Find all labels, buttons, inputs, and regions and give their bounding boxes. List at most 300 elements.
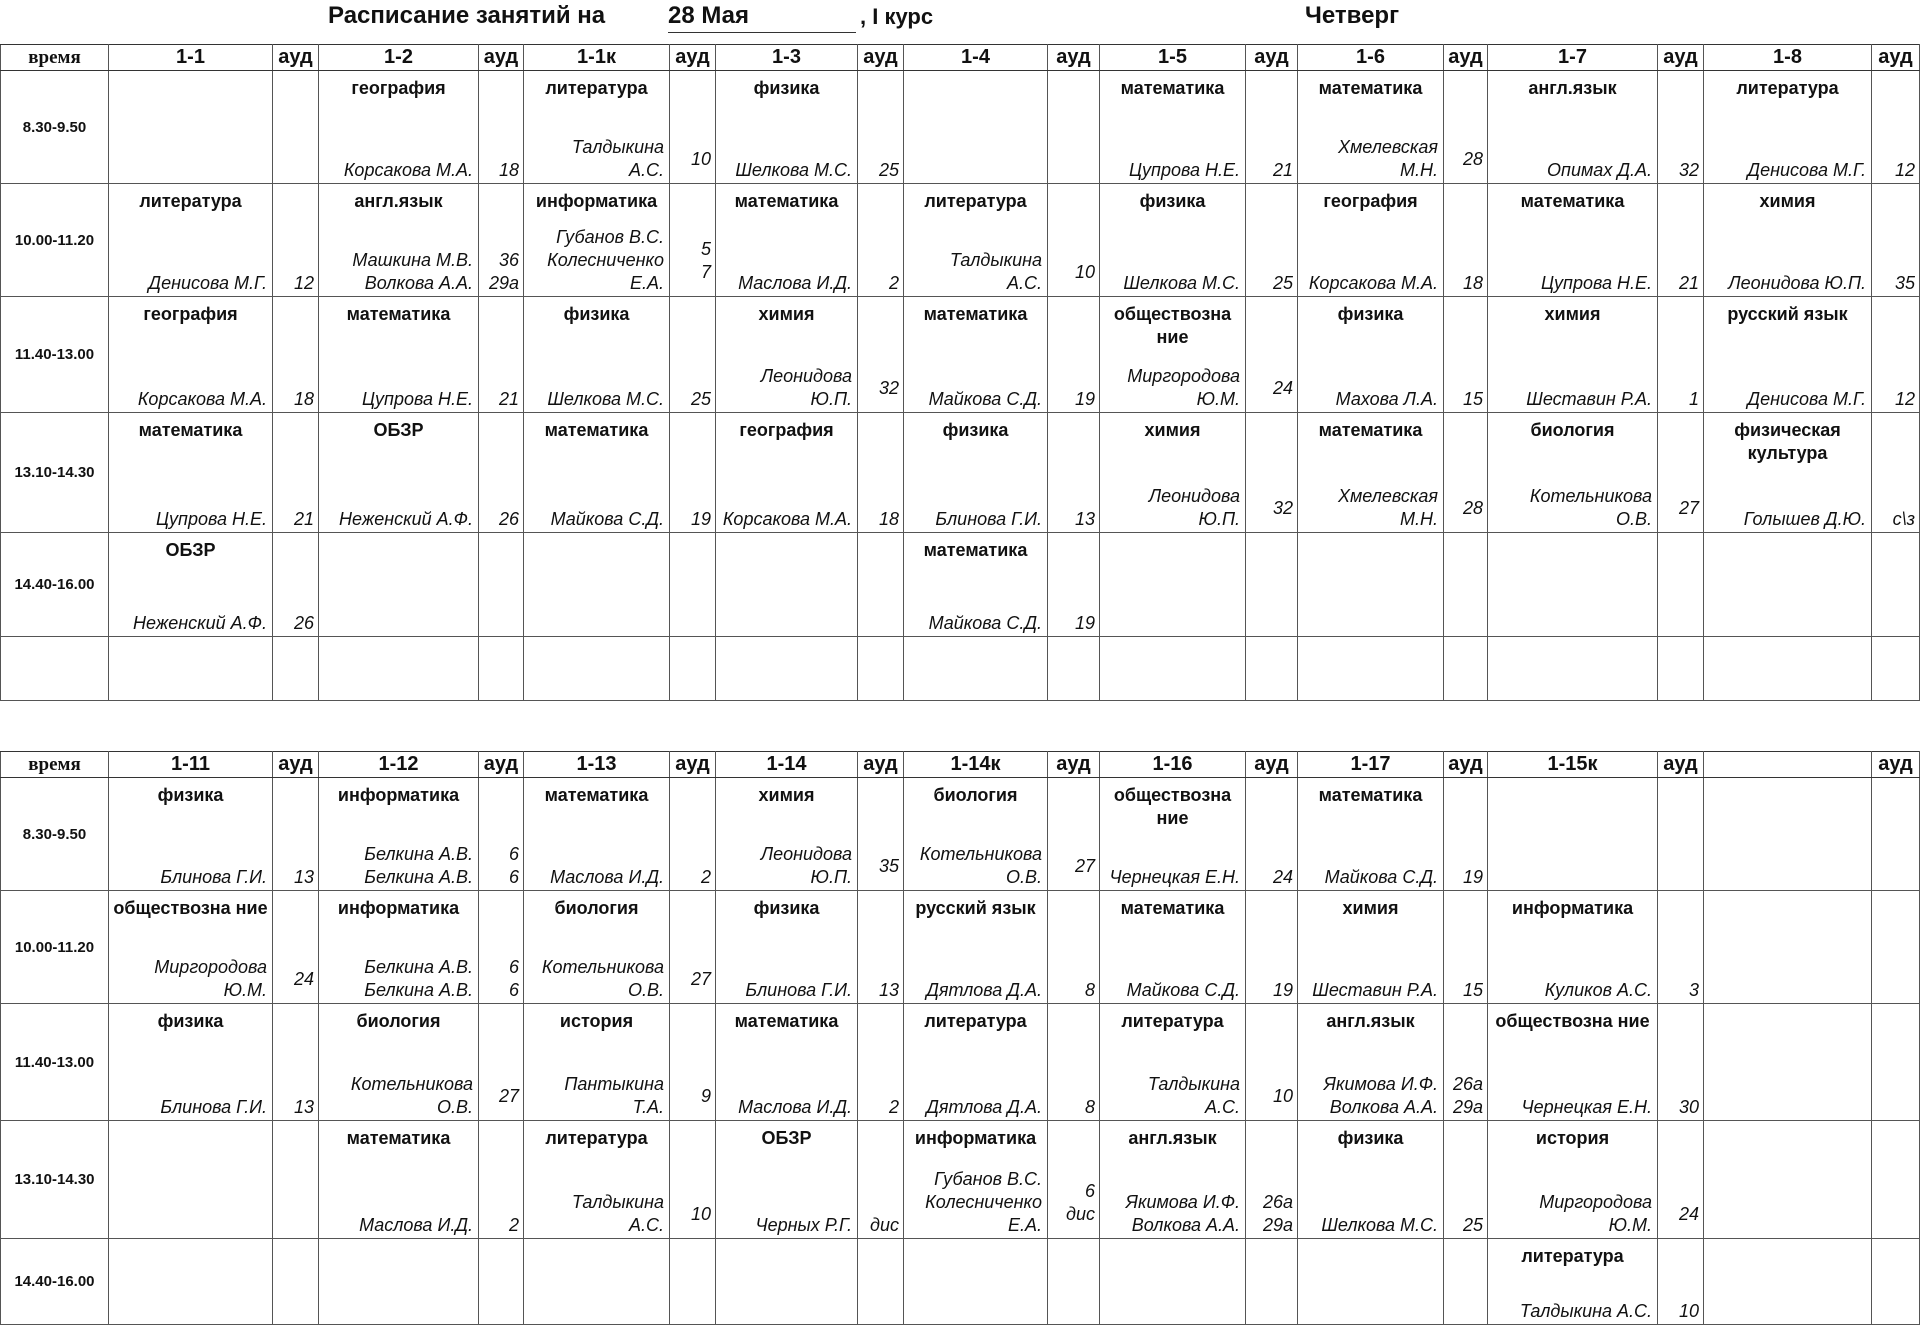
room-number: 21: [498, 389, 519, 409]
lesson-subject: математика: [923, 540, 1028, 560]
room-numbers: [859, 1096, 899, 1119]
room-cell-content: [1872, 1121, 1919, 1238]
lesson-cell-content: [524, 1004, 669, 1120]
room-cell-content: [670, 1004, 715, 1120]
weekday-label: Четверг: [1305, 2, 1400, 29]
teacher-name: Ю.М.: [1196, 389, 1240, 409]
room-cell: [670, 533, 716, 637]
room-cell: [273, 891, 319, 1004]
teacher-name: Хмелевская: [1337, 486, 1438, 506]
group-header-1-17: 1-17: [1298, 752, 1444, 778]
room-number: 24: [1678, 1204, 1699, 1224]
lesson-cell-content: [1488, 637, 1657, 700]
room-cell-content: [1246, 891, 1297, 1003]
group-header-empty: [1704, 752, 1872, 778]
lesson-cell-content: [904, 297, 1047, 412]
room-number: 12: [293, 273, 314, 293]
lesson-subject: физика: [1337, 1128, 1404, 1148]
teacher-name: Майкова С.Д.: [1324, 867, 1438, 887]
lesson-teachers: [527, 866, 664, 889]
room-numbers: [1445, 979, 1483, 1002]
schedule-row: [1, 184, 1920, 297]
lesson-cell: [716, 891, 858, 1004]
teacher-name: Леонидова: [1148, 486, 1240, 506]
room-cell: [670, 413, 716, 533]
room-cell-content: [1872, 71, 1919, 183]
lesson-cell-content: [109, 1004, 272, 1120]
lesson-subject: литература: [924, 1011, 1027, 1031]
lesson-subject: физика: [1139, 191, 1206, 211]
room-number: 15: [1462, 980, 1483, 1000]
lesson-cell: [716, 533, 858, 637]
lesson-cell: [1704, 1004, 1872, 1121]
lesson-cell-content: [1100, 778, 1245, 890]
lesson-cell: [1298, 891, 1444, 1004]
room-column-header: ауд: [1048, 752, 1100, 778]
room-number: 21: [1272, 160, 1293, 180]
teacher-name: Шеставин Р.А.: [1526, 389, 1652, 409]
room-cell: [858, 1121, 904, 1239]
lesson-teachers: [1707, 272, 1866, 295]
room-cell: [1048, 891, 1100, 1004]
room-number: 9: [700, 1086, 711, 1106]
lesson-subject: география: [351, 78, 446, 98]
lesson-subject: физика: [942, 420, 1009, 440]
lesson-teachers: [112, 508, 267, 531]
room-numbers: [1659, 1096, 1699, 1119]
time-slot: [1, 637, 109, 701]
lesson-cell: [716, 1239, 858, 1325]
lesson-subject: англ.язык: [354, 191, 443, 211]
lesson-teachers: [1103, 159, 1240, 182]
lesson-teachers: [1103, 485, 1240, 531]
room-cell-content: [1658, 1121, 1703, 1238]
teacher-name: Махова Л.А.: [1335, 389, 1438, 409]
room-cell: [858, 184, 904, 297]
lesson-cell-content: [1298, 891, 1443, 1003]
teacher-name: Дятлова Д.А.: [926, 980, 1042, 1000]
lesson-cell: [109, 891, 273, 1004]
lesson-subject: литература: [139, 191, 242, 211]
lesson-subject: информатика: [535, 191, 658, 211]
group-header-1-7: 1-7: [1488, 45, 1658, 71]
lesson-cell-content: [524, 184, 669, 296]
room-number: 25: [690, 389, 711, 409]
lesson-cell: [716, 71, 858, 184]
teacher-name: Блинова Г.И.: [160, 867, 267, 887]
lesson-cell-content: [109, 1239, 272, 1324]
lesson-cell-content: [904, 1121, 1047, 1238]
lesson-cell: [1298, 184, 1444, 297]
room-cell: [479, 533, 524, 637]
room-number: 24: [1272, 378, 1293, 398]
room-cell-content: [1048, 1121, 1099, 1238]
room-cell-content: [670, 413, 715, 532]
room-cell-content: [1872, 184, 1919, 296]
room-cell: [479, 637, 524, 701]
room-number: 25: [1272, 273, 1293, 293]
room-cell: [479, 1004, 524, 1121]
teacher-name: М.Н.: [1400, 160, 1438, 180]
room-cell-content: [1658, 71, 1703, 183]
lesson-subject: математика: [1120, 78, 1225, 98]
room-cell-content: [273, 533, 318, 636]
room-cell-content: [479, 1121, 523, 1238]
time-slot: 10.00-11.20: [1, 891, 109, 1004]
lesson-cell-content: [1298, 413, 1443, 532]
lesson-subject: литература: [545, 78, 648, 98]
room-cell-content: [273, 1004, 318, 1120]
lesson-teachers: [1491, 485, 1652, 531]
room-cell-content: [1444, 413, 1487, 532]
lesson-cell-content: [1488, 413, 1657, 532]
room-number: 21: [1678, 273, 1699, 293]
teacher-name: Миргородова: [1539, 1192, 1652, 1212]
room-numbers: [1445, 272, 1483, 295]
lesson-cell-content: [1298, 1004, 1443, 1120]
room-number: 24: [293, 969, 314, 989]
lesson-cell-content: [1488, 184, 1657, 296]
room-numbers: [274, 272, 314, 295]
teacher-name: Миргородова: [1127, 366, 1240, 386]
room-number: 19: [690, 509, 711, 529]
teacher-name: Котельникова: [350, 1074, 473, 1094]
room-number: 19: [1272, 980, 1293, 1000]
teacher-name: Котельникова: [919, 844, 1042, 864]
lesson-cell-content: [524, 297, 669, 412]
room-cell-content: [858, 891, 903, 1003]
room-cell-content: [1246, 1239, 1297, 1324]
lesson-cell-content: [1298, 1121, 1443, 1238]
lesson-cell-content: [716, 1004, 857, 1120]
lesson-subject: информатика: [914, 1128, 1037, 1148]
lesson-teachers: [1301, 866, 1438, 889]
lesson-cell: [904, 297, 1048, 413]
room-numbers: [1659, 497, 1699, 520]
room-cell: [1658, 1004, 1704, 1121]
teacher-name: Цупрова Н.Е.: [155, 509, 267, 529]
lesson-subject: математика: [1520, 191, 1625, 211]
lesson-cell-content: [1298, 184, 1443, 296]
room-number: 26: [293, 613, 314, 633]
lesson-cell: [1298, 1121, 1444, 1239]
lesson-cell-content: [1488, 533, 1657, 636]
lesson-cell: [1298, 297, 1444, 413]
group-header-1-12: 1-12: [319, 752, 479, 778]
lesson-cell-content: [716, 891, 857, 1003]
room-cell-content: [1872, 413, 1919, 532]
lesson-teachers: [907, 249, 1042, 295]
room-cell: [479, 413, 524, 533]
lesson-teachers: [1491, 979, 1652, 1002]
room-numbers: [274, 388, 314, 411]
lesson-cell: [1100, 891, 1246, 1004]
room-cell: [858, 1239, 904, 1325]
schedule-row: [1, 413, 1920, 533]
lesson-subject: химия: [758, 785, 815, 805]
lesson-cell: [1704, 184, 1872, 297]
room-cell-content: [1444, 533, 1487, 636]
room-cell-content: [1872, 778, 1919, 890]
group-header-1-14к: 1-14к: [904, 752, 1048, 778]
lesson-cell-content: [1100, 637, 1245, 700]
lesson-cell-content: [904, 1239, 1047, 1324]
room-numbers: [274, 968, 314, 991]
room-cell-content: [479, 184, 523, 296]
room-cell: [1444, 637, 1488, 701]
room-cell: [273, 184, 319, 297]
lesson-cell: [1488, 1004, 1658, 1121]
lesson-subject: химия: [1144, 420, 1201, 440]
room-column-header: ауд: [1048, 45, 1100, 71]
room-cell-content: [1872, 297, 1919, 412]
room-number: 6: [508, 867, 519, 887]
lesson-cell: [904, 1121, 1048, 1239]
room-cell: [1246, 1239, 1298, 1325]
room-cell-content: [1872, 1004, 1919, 1120]
lesson-teachers: [527, 1073, 664, 1119]
lesson-cell-content: [109, 533, 272, 636]
lesson-cell: [904, 891, 1048, 1004]
lesson-cell: [1704, 1121, 1872, 1239]
lesson-teachers: [1103, 1073, 1240, 1119]
lesson-cell-content: [319, 297, 478, 412]
teacher-name: Ю.П.: [810, 389, 852, 409]
lesson-subject: обществозна ние: [1495, 1011, 1650, 1031]
room-numbers: [671, 238, 711, 284]
lesson-teachers: [907, 612, 1042, 635]
teacher-name: Белкина А.В.: [364, 867, 473, 887]
lesson-cell: [524, 413, 670, 533]
lesson-cell: [524, 891, 670, 1004]
teacher-name: Миргородова: [154, 957, 267, 977]
group-header-1-11: 1-11: [109, 752, 273, 778]
room-numbers: [1247, 159, 1293, 182]
room-cell: [1658, 1239, 1704, 1325]
room-cell: [1872, 533, 1920, 637]
room-cell: [273, 413, 319, 533]
lesson-teachers: [719, 979, 852, 1002]
room-cell-content: [1444, 1239, 1487, 1324]
room-numbers: [671, 1203, 711, 1226]
lesson-cell-content: [716, 637, 857, 700]
teacher-name: Майкова С.Д.: [1126, 980, 1240, 1000]
lesson-cell-content: [716, 297, 857, 412]
lesson-teachers: [1301, 136, 1438, 182]
lesson-teachers: [322, 843, 473, 889]
room-cell: [1048, 1239, 1100, 1325]
teacher-name: М.Н.: [1400, 509, 1438, 529]
room-cell-content: [273, 71, 318, 183]
room-cell: [858, 413, 904, 533]
room-cell-content: [670, 637, 715, 700]
lesson-cell-content: [1488, 297, 1657, 412]
room-number: 8: [1084, 980, 1095, 1000]
lesson-cell: [319, 1004, 479, 1121]
room-number: 26а: [1262, 1192, 1293, 1212]
lesson-cell: [319, 297, 479, 413]
room-cell-content: [479, 891, 523, 1003]
room-cell-content: [1048, 297, 1099, 412]
lesson-cell-content: [1488, 1239, 1657, 1324]
lesson-cell: [1298, 533, 1444, 637]
lesson-cell: [1704, 1239, 1872, 1325]
teacher-name: Пантыкина: [564, 1074, 664, 1094]
teacher-name: Талдыкина: [1147, 1074, 1240, 1094]
teacher-name: Е.А.: [1007, 1215, 1042, 1235]
room-cell: [1246, 297, 1298, 413]
lesson-cell: [1100, 184, 1246, 297]
lesson-cell: [1488, 413, 1658, 533]
room-number: 2: [888, 1097, 899, 1117]
teacher-name: Губанов В.С.: [556, 227, 664, 247]
room-number: 27: [498, 1086, 519, 1106]
lesson-teachers: [1491, 159, 1652, 182]
room-cell-content: [273, 1239, 318, 1324]
schedule-row: [1, 1121, 1920, 1239]
lesson-cell: [524, 1239, 670, 1325]
teacher-name: Якимова И.Ф.: [1125, 1192, 1240, 1212]
room-cell: [1444, 297, 1488, 413]
lesson-teachers: [112, 956, 267, 1002]
lesson-cell: [1100, 71, 1246, 184]
teacher-name: О.В.: [436, 1097, 473, 1117]
room-numbers: [1659, 1300, 1699, 1323]
lesson-cell: [319, 184, 479, 297]
room-numbers: [1445, 866, 1483, 889]
teacher-name: Голышев Д.Ю.: [1743, 509, 1866, 529]
teacher-name: О.В.: [1005, 867, 1042, 887]
lesson-teachers: [907, 843, 1042, 889]
room-number: дис: [1066, 1204, 1095, 1224]
room-number: 28: [1462, 149, 1483, 169]
room-numbers: [1445, 388, 1483, 411]
lesson-subject: математика: [923, 304, 1028, 324]
teacher-name: Блинова Г.И.: [160, 1097, 267, 1117]
lesson-cell-content: [1298, 71, 1443, 183]
room-cell-content: [858, 71, 903, 183]
room-numbers: [1659, 272, 1699, 295]
room-numbers: [859, 159, 899, 182]
lesson-cell-content: [904, 71, 1047, 183]
lesson-cell: [1488, 533, 1658, 637]
lesson-cell-content: [1100, 1239, 1245, 1324]
room-cell: [1048, 297, 1100, 413]
teacher-name: Блинова Г.И.: [935, 509, 1042, 529]
lesson-cell: [524, 778, 670, 891]
room-cell: [1246, 1121, 1298, 1239]
lesson-cell: [1704, 637, 1872, 701]
lesson-cell: [319, 1121, 479, 1239]
room-cell-content: [1444, 1121, 1487, 1238]
room-column-header: ауд: [1444, 752, 1488, 778]
room-cell-content: [1444, 891, 1487, 1003]
room-number: 36: [498, 250, 519, 270]
room-cell-content: [858, 637, 903, 700]
room-numbers: [671, 388, 711, 411]
schedule-table-bottom: [0, 751, 1920, 1325]
teacher-name: Талдыкина: [949, 250, 1042, 270]
room-cell: [479, 891, 524, 1004]
room-cell: [670, 184, 716, 297]
teacher-name: Цупрова Н.Е.: [361, 389, 473, 409]
teacher-name: Хмелевская: [1337, 137, 1438, 157]
lesson-cell-content: [716, 71, 857, 183]
teacher-name: Белкина А.В.: [364, 980, 473, 1000]
teacher-name: Шелкова М.С.: [547, 389, 664, 409]
room-numbers: [671, 866, 711, 889]
lesson-teachers: [527, 956, 664, 1002]
room-cell: [1658, 637, 1704, 701]
room-cell-content: [1658, 297, 1703, 412]
lesson-cell: [716, 637, 858, 701]
teacher-name: Маслова И.Д.: [359, 1215, 473, 1235]
lesson-cell: [1298, 778, 1444, 891]
lesson-cell: [319, 891, 479, 1004]
room-cell: [670, 297, 716, 413]
room-cell-content: [479, 778, 523, 890]
lesson-teachers: [907, 388, 1042, 411]
lesson-cell: [109, 1121, 273, 1239]
lesson-subject: информатика: [1511, 898, 1634, 918]
room-number: 27: [1074, 856, 1095, 876]
lesson-subject: русский язык: [915, 898, 1036, 918]
room-cell-content: [1872, 637, 1919, 700]
group-header-1-1: 1-1: [109, 45, 273, 71]
lesson-cell: [716, 184, 858, 297]
room-number: 29а: [488, 273, 519, 293]
room-numbers: [671, 508, 711, 531]
lesson-teachers: [1491, 1300, 1652, 1323]
room-numbers: [1445, 497, 1483, 520]
lesson-teachers: [1301, 1214, 1438, 1237]
lesson-cell: [524, 184, 670, 297]
lesson-teachers: [719, 508, 852, 531]
room-cell-content: [1048, 71, 1099, 183]
teacher-name: Неженский А.Ф.: [133, 613, 267, 633]
lesson-cell: [1298, 637, 1444, 701]
lesson-teachers: [1301, 1073, 1438, 1119]
room-numbers: [859, 1214, 899, 1237]
lesson-cell: [1488, 184, 1658, 297]
lesson-cell: [319, 637, 479, 701]
room-number: 25: [1462, 1215, 1483, 1235]
room-cell-content: [1048, 413, 1099, 532]
lesson-cell-content: [1704, 533, 1871, 636]
lesson-subject: физика: [753, 78, 820, 98]
room-number: 12: [1894, 160, 1915, 180]
room-column-header: ауд: [1658, 752, 1704, 778]
room-cell-content: [858, 1239, 903, 1324]
room-cell: [1872, 891, 1920, 1004]
room-cell: [858, 297, 904, 413]
header-row: [1, 752, 1920, 778]
room-cell: [1246, 778, 1298, 891]
room-cell-content: [858, 1121, 903, 1238]
teacher-name: Ю.М.: [223, 980, 267, 1000]
room-cell: [1048, 533, 1100, 637]
lesson-subject: информатика: [337, 785, 460, 805]
lesson-teachers: [907, 1168, 1042, 1237]
room-cell-content: [1658, 1004, 1703, 1120]
room-numbers: [1049, 855, 1095, 878]
lesson-subject: обществозна ние: [1113, 304, 1232, 347]
room-numbers: [274, 508, 314, 531]
lesson-cell-content: [1488, 778, 1657, 890]
room-cell: [670, 637, 716, 701]
room-cell-content: [670, 184, 715, 296]
lesson-subject: математика: [1318, 785, 1423, 805]
